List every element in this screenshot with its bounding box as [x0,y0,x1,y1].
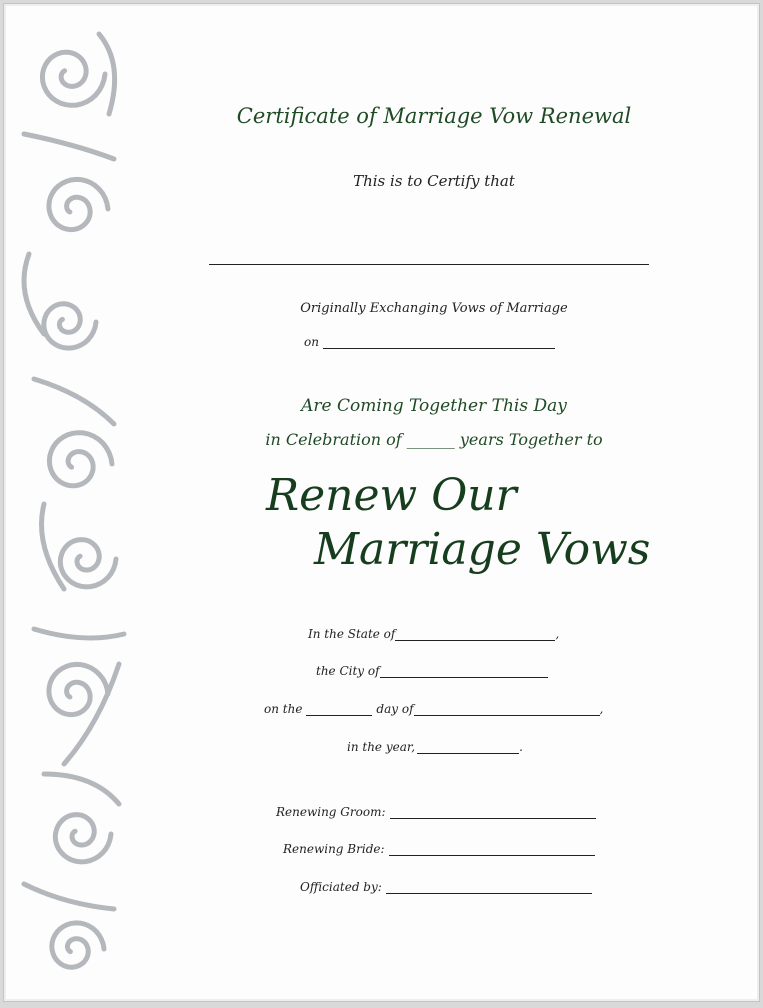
couple-names-line[interactable] [209,264,649,265]
original-date-row [304,334,555,349]
groom-row [276,804,596,819]
original-vows-text: Originally Exchanging Vows of Marriage [300,301,568,316]
officiant-label: Officiated by: [300,880,382,894]
on-the-label: on the [264,702,303,716]
state-row [308,626,559,641]
day-line[interactable] [306,701,372,716]
city-row [316,663,548,678]
officiant-row [300,879,592,894]
coming-together-text: Are Coming Together This Day [301,396,567,416]
certify-text: This is to Certify that [353,172,515,190]
groom-label: Renewing Groom: [276,805,386,819]
month-line[interactable] [414,701,600,716]
headline-line-1: Renew Our [266,470,517,521]
year-line[interactable] [417,739,519,754]
year-suffix: . [519,740,523,754]
years-blank[interactable]: ______ [406,430,455,449]
city-line[interactable] [380,663,548,678]
state-line[interactable] [395,626,555,641]
year-row [347,739,523,754]
groom-signature-line[interactable] [390,804,596,819]
bride-row [283,841,595,856]
year-label: in the year, [347,740,416,754]
headline-line-2: Marriage Vows [314,524,651,575]
celebration-line [144,430,724,449]
city-label: the City of [316,664,380,678]
date-row [264,701,603,716]
silver-swirl-border-icon [4,4,154,1001]
day-suffix: , [599,702,604,716]
certificate-page [3,3,760,1002]
on-label: on [304,335,319,349]
state-label: In the State of [308,627,396,641]
bride-label: Renewing Bride: [283,842,385,856]
officiant-signature-line[interactable] [386,879,592,894]
original-date-line[interactable] [323,334,555,349]
state-suffix: , [555,627,560,641]
bride-signature-line[interactable] [389,841,595,856]
day-of-label: day of [376,702,414,716]
celebration-prefix: in Celebration of [265,430,402,449]
celebration-suffix: years Together to [459,430,603,449]
certificate-title: Certificate of Marriage Vow Renewal [236,104,632,128]
